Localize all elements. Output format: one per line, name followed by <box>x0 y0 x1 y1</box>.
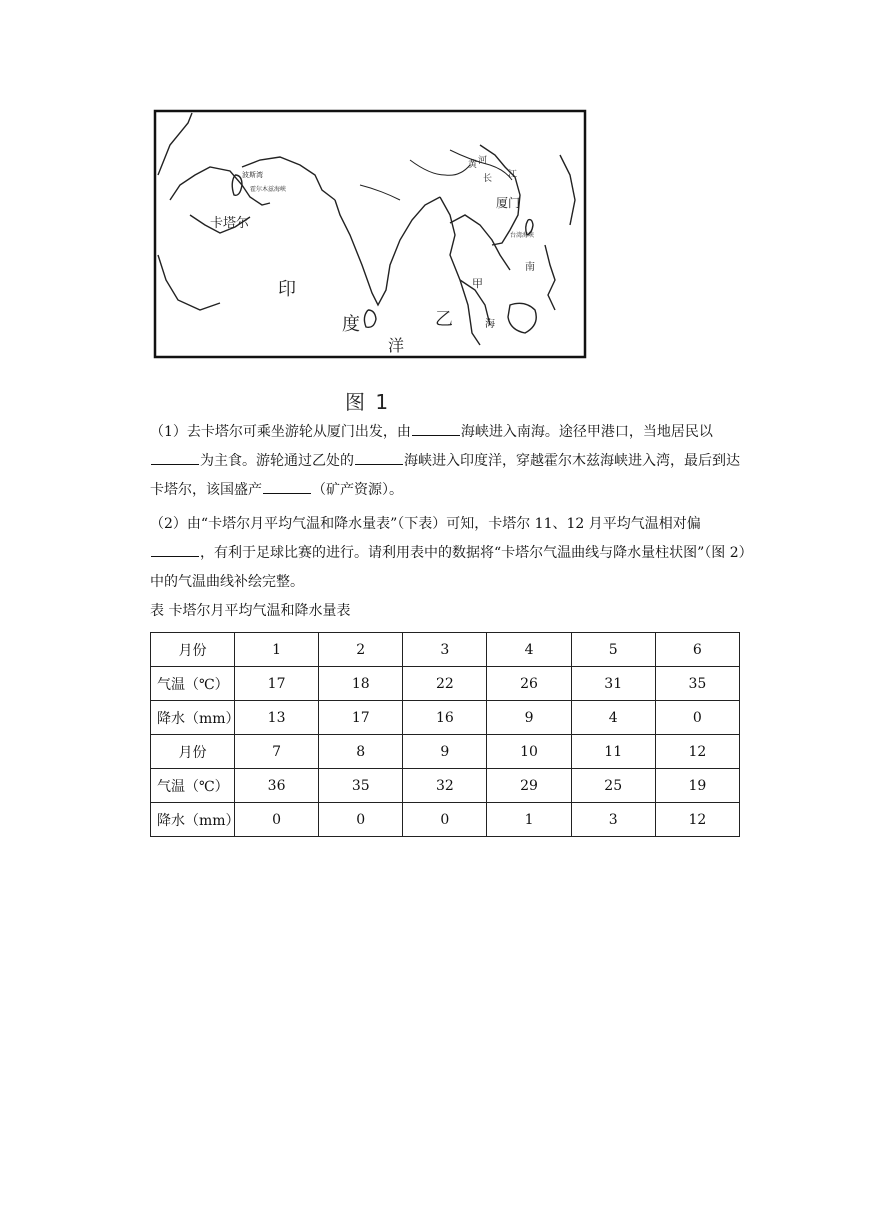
map-label-he: 河 <box>478 156 488 166</box>
precip-cell: 4 <box>571 701 655 735</box>
row-label-precip: 降水（mm） <box>151 803 235 837</box>
month-cell: 6 <box>655 633 739 667</box>
map-label-indian-ocean-3: 洋 <box>388 336 405 355</box>
precip-cell: 0 <box>403 803 487 837</box>
map-label-xiamen: 厦门 <box>496 196 521 210</box>
map-label-hormuz: 霍尔木兹海峡 <box>250 186 287 193</box>
q1-text-3: 为主食。游轮通过乙处的 <box>200 453 354 469</box>
temp-cell: 29 <box>487 769 571 803</box>
month-cell: 2 <box>319 633 403 667</box>
q2-text-2: ，有利于足球比赛的进行。请利用表中的数据将“卡塔尔气温曲线与降水量柱状图”（图 2）中的气温曲线补绘完整。 <box>150 545 746 590</box>
map-label-taiwan-strait: 台湾海峡 <box>510 232 535 239</box>
climate-table <box>150 632 740 837</box>
month-cell: 5 <box>571 633 655 667</box>
blank-strait-1[interactable] <box>412 421 460 436</box>
asia-map <box>150 105 590 363</box>
map-label-yi: 乙 <box>435 309 453 330</box>
q1-text-5: （矿产资源）。 <box>312 482 403 498</box>
map-label-huang: 黄 <box>468 160 478 170</box>
table-row-precip-2 <box>151 803 740 837</box>
month-cell: 8 <box>319 735 403 769</box>
temp-cell: 35 <box>655 667 739 701</box>
month-cell: 9 <box>403 735 487 769</box>
q1-text-2: 海峡进入南海。途径甲港口，当地居民以 <box>460 424 713 440</box>
blank-staple-food[interactable] <box>151 450 199 465</box>
precip-cell: 17 <box>319 701 403 735</box>
month-cell: 7 <box>235 735 319 769</box>
table-row-temp-2 <box>151 769 740 803</box>
table-row-months-1 <box>151 633 740 667</box>
table-row-temp-1 <box>151 667 740 701</box>
month-cell: 11 <box>571 735 655 769</box>
row-label-temp: 气温（℃） <box>151 667 235 701</box>
temp-cell: 35 <box>319 769 403 803</box>
temp-cell: 19 <box>655 769 739 803</box>
q1-text-4: 海峡进入印度洋，穿越霍尔木兹海峡进入湾，最后到达卡塔尔，该国盛产 <box>150 453 740 498</box>
month-cell: 3 <box>403 633 487 667</box>
precip-cell: 0 <box>655 701 739 735</box>
precip-cell: 3 <box>571 803 655 837</box>
map-label-hai: 海 <box>485 319 495 330</box>
q1-text-1: （1）去卡塔尔可乘坐游轮从厦门出发，由 <box>150 424 411 440</box>
temp-cell: 25 <box>571 769 655 803</box>
temp-cell: 26 <box>487 667 571 701</box>
table-row-months-2 <box>151 735 740 769</box>
precip-cell: 0 <box>319 803 403 837</box>
map-label-indian-ocean-2: 度 <box>342 314 360 335</box>
temp-cell: 36 <box>235 769 319 803</box>
precip-cell: 12 <box>655 803 739 837</box>
row-label-month: 月份 <box>151 735 235 769</box>
blank-mineral[interactable] <box>263 479 311 494</box>
map-figure <box>150 105 590 363</box>
month-cell: 10 <box>487 735 571 769</box>
row-label-temp: 气温（℃） <box>151 769 235 803</box>
month-cell: 12 <box>655 735 739 769</box>
temp-cell: 32 <box>403 769 487 803</box>
table-title: 表 卡塔尔月平均气温和降水量表 <box>150 603 351 619</box>
map-label-jiang: 江 <box>508 170 518 180</box>
q2-text-1: （2）由“卡塔尔月平均气温和降水量表”（下表）可知，卡塔尔 11、12 月平均气温相对偏 <box>150 516 701 532</box>
blank-temperature[interactable] <box>151 542 199 557</box>
precip-cell: 0 <box>235 803 319 837</box>
map-label-nan: 南 <box>525 262 535 273</box>
question-2 <box>150 510 750 597</box>
precip-cell: 16 <box>403 701 487 735</box>
map-label-jia: 甲 <box>472 277 483 290</box>
map-label-chang: 长 <box>483 174 493 184</box>
table-row-precip-1 <box>151 701 740 735</box>
map-label-persian-gulf: 波斯湾 <box>242 171 263 179</box>
precip-cell: 9 <box>487 701 571 735</box>
row-label-month: 月份 <box>151 633 235 667</box>
figure-caption: 图 1 <box>345 390 391 414</box>
temp-cell: 22 <box>403 667 487 701</box>
blank-strait-2[interactable] <box>355 450 403 465</box>
month-cell: 1 <box>235 633 319 667</box>
precip-cell: 13 <box>235 701 319 735</box>
month-cell: 4 <box>487 633 571 667</box>
map-label-indian-ocean-1: 印 <box>278 279 296 300</box>
question-1 <box>150 418 750 505</box>
temp-cell: 18 <box>319 667 403 701</box>
temp-cell: 17 <box>235 667 319 701</box>
map-label-qatar: 卡塔尔 <box>210 216 250 231</box>
row-label-precip: 降水（mm） <box>151 701 235 735</box>
temp-cell: 31 <box>571 667 655 701</box>
precip-cell: 1 <box>487 803 571 837</box>
